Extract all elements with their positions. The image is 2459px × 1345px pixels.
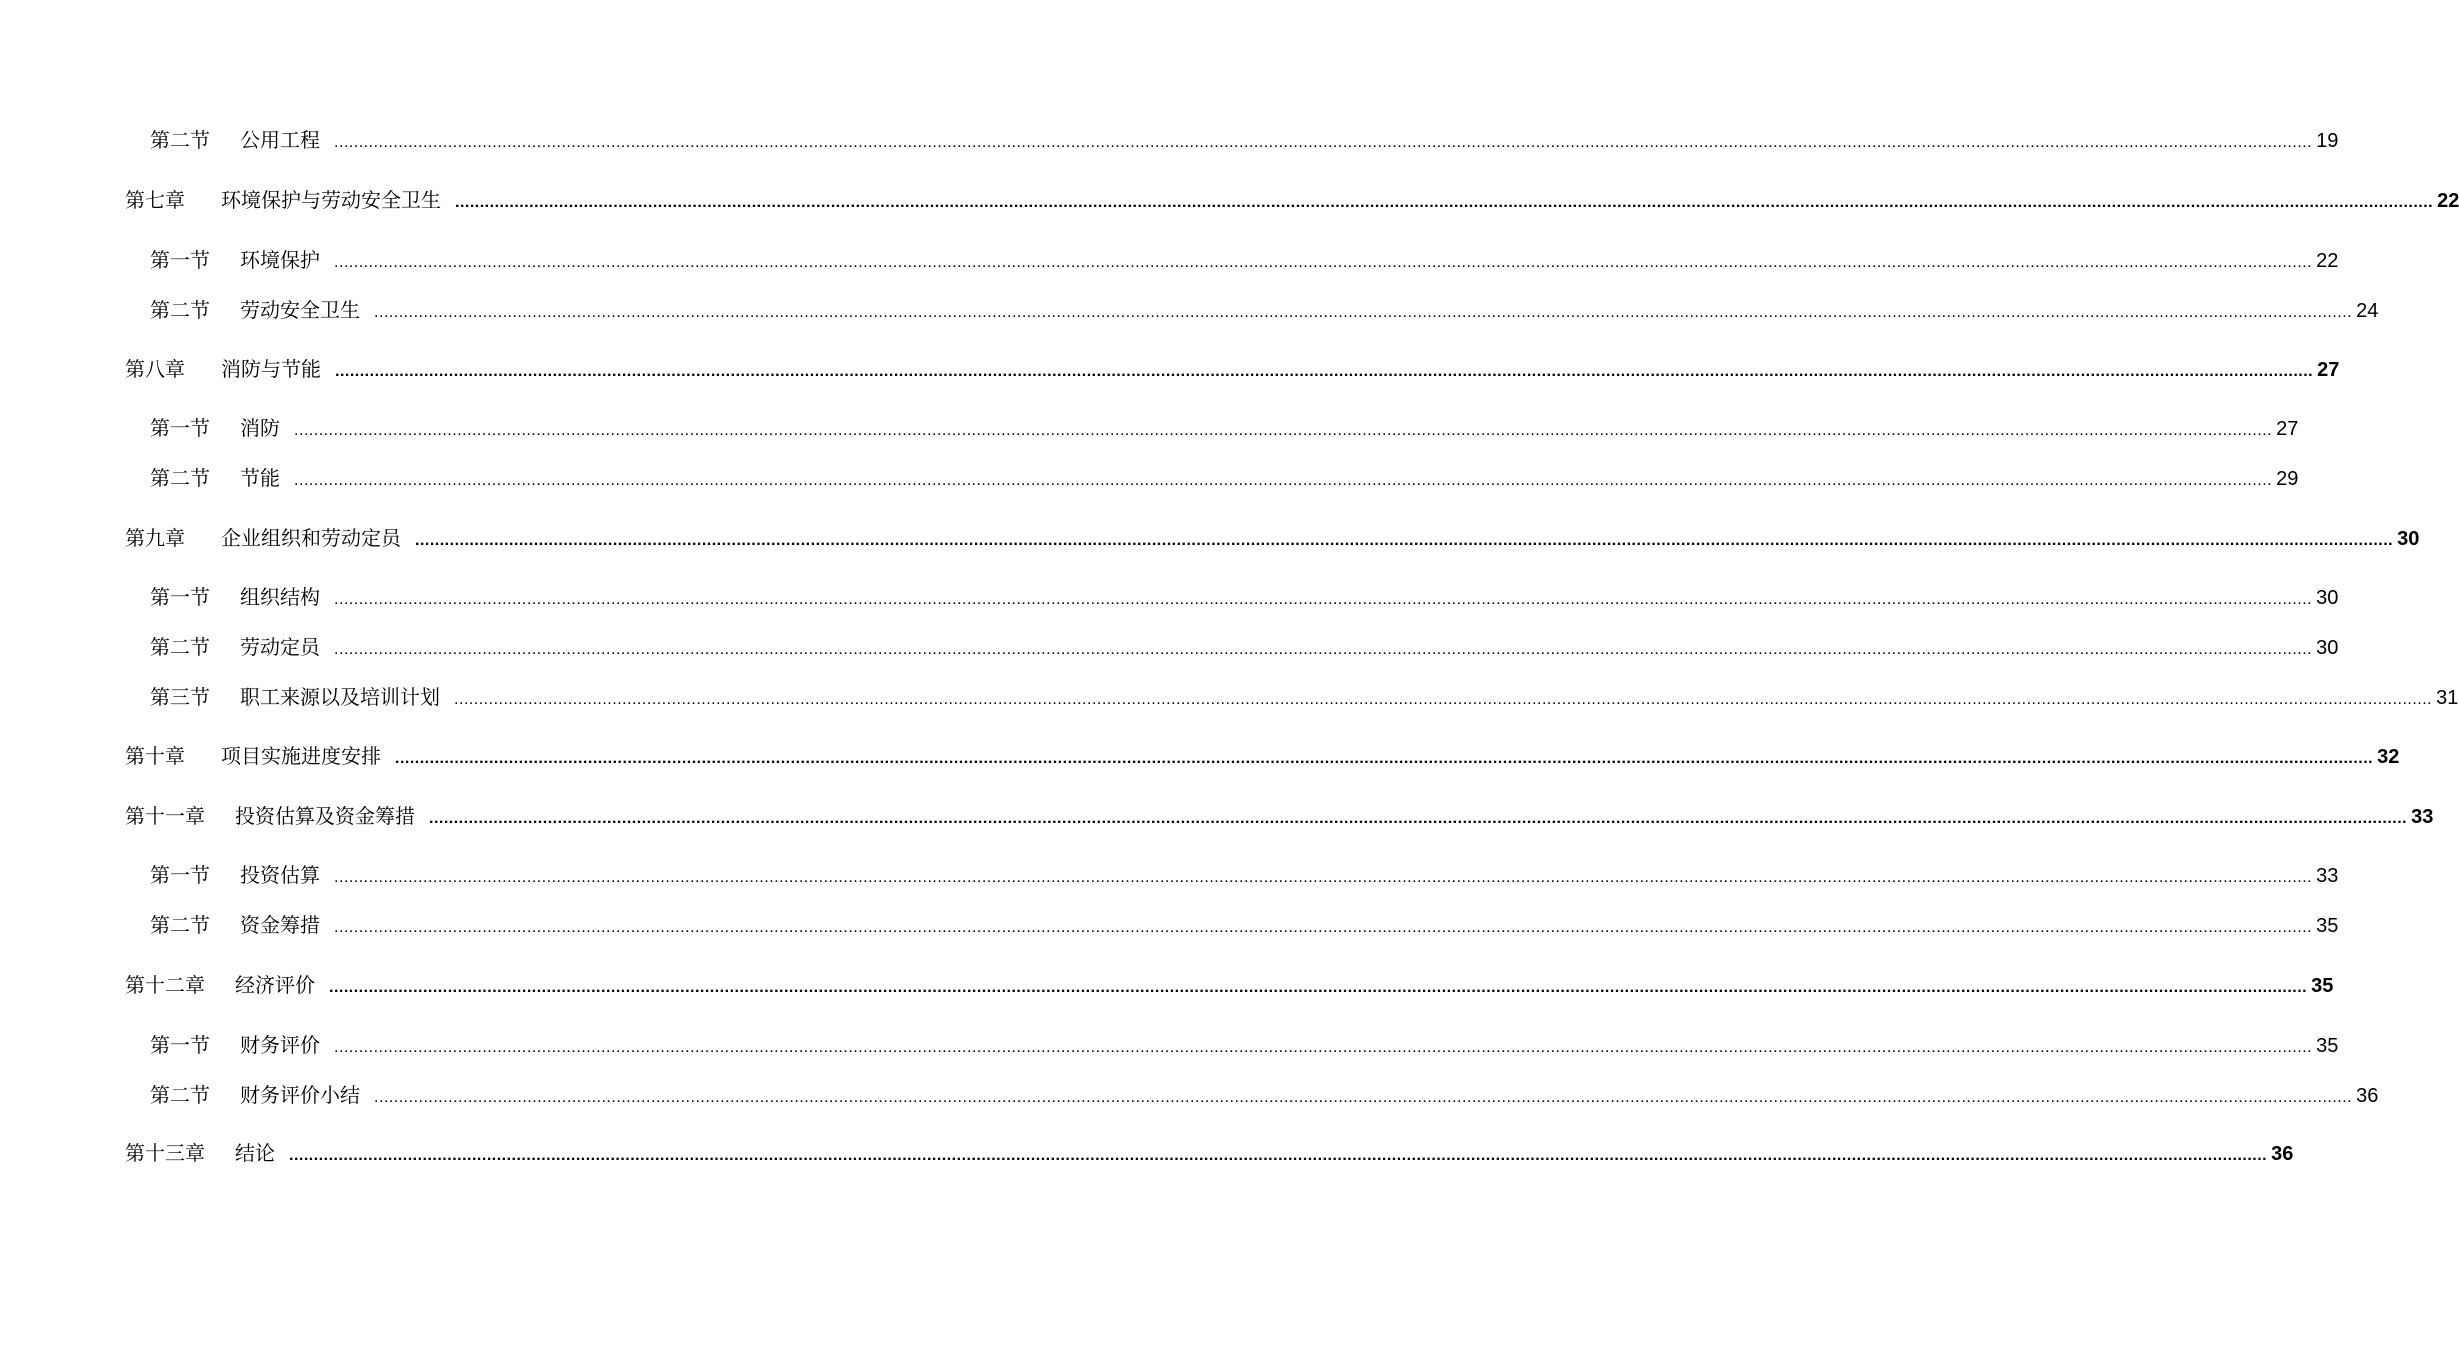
toc-entry-number: 第二节	[150, 466, 210, 490]
toc-chapter-entry[interactable]	[125, 185, 2459, 215]
toc-entry-title: 项目实施进度安排	[221, 744, 381, 768]
toc-page-number: 31	[2436, 687, 2459, 709]
toc-entry-number: 第八章	[125, 357, 185, 381]
toc-dot-leader: ................................................................................................................................................................................................................................................................................................................................................................................................................	[395, 750, 2374, 767]
toc-section-entry[interactable]	[150, 245, 2339, 275]
toc-entry-title: 消防	[240, 416, 280, 440]
toc-dot-leader: ................................................................................................................................................................................................................................................................................................................................................................................................................	[334, 254, 2313, 271]
toc-dot-leader: ................................................................................................................................................................................................................................................................................................................................................................................................................	[289, 1147, 2268, 1164]
toc-entry-title: 职工来源以及培训计划	[240, 685, 440, 709]
toc-page-number: 35	[2311, 975, 2334, 997]
toc-page-number: 35	[2316, 1035, 2339, 1057]
toc-dot-leader: ................................................................................................................................................................................................................................................................................................................................................................................................................	[334, 919, 2313, 936]
toc-entry-number: 第十章	[125, 744, 185, 768]
toc-section-entry[interactable]	[150, 632, 2339, 662]
toc-entry-title: 劳动安全卫生	[240, 298, 360, 322]
toc-dot-leader: ................................................................................................................................................................................................................................................................................................................................................................................................................	[334, 134, 2313, 151]
toc-page-number: 35	[2316, 915, 2339, 937]
toc-page-number: 30	[2316, 637, 2339, 659]
toc-entry-title: 环境保护	[240, 248, 320, 272]
toc-section-entry[interactable]	[150, 582, 2339, 612]
toc-chapter-entry[interactable]	[125, 354, 2340, 384]
toc-entry-number: 第二节	[150, 1083, 210, 1107]
toc-entry-number: 第二节	[150, 635, 210, 659]
toc-entry-number: 第三节	[150, 685, 210, 709]
toc-dot-leader: ................................................................................................................................................................................................................................................................................................................................................................................................................	[329, 979, 2308, 996]
toc-entry-number: 第十三章	[125, 1141, 205, 1165]
toc-section-entry[interactable]	[150, 910, 2339, 940]
toc-entry-title: 结论	[235, 1141, 275, 1165]
toc-entry-title: 企业组织和劳动定员	[221, 526, 401, 550]
toc-dot-leader: ................................................................................................................................................................................................................................................................................................................................................................................................................	[374, 304, 2353, 321]
toc-section-entry[interactable]	[150, 682, 2459, 712]
toc-section-entry[interactable]	[150, 463, 2299, 493]
toc-dot-leader: ................................................................................................................................................................................................................................................................................................................................................................................................................	[334, 641, 2313, 658]
toc-chapter-entry[interactable]	[125, 1138, 2294, 1168]
toc-entry-number: 第十二章	[125, 973, 205, 997]
toc-section-entry[interactable]	[150, 413, 2299, 443]
toc-entry-title: 投资估算	[240, 863, 320, 887]
toc-entry-number: 第二节	[150, 298, 210, 322]
toc-chapter-entry[interactable]	[125, 523, 2420, 553]
toc-entry-title: 组织结构	[240, 585, 320, 609]
toc-dot-leader: ................................................................................................................................................................................................................................................................................................................................................................................................................	[335, 363, 2314, 380]
toc-dot-leader: ................................................................................................................................................................................................................................................................................................................................................................................................................	[334, 1039, 2313, 1056]
toc-page-number: 22	[2316, 250, 2339, 272]
toc-entry-title: 消防与节能	[221, 357, 321, 381]
toc-entry-title: 公用工程	[240, 128, 320, 152]
toc-page-number: 22	[2437, 190, 2459, 212]
toc-section-entry[interactable]	[150, 860, 2339, 890]
toc-entry-number: 第七章	[125, 188, 185, 212]
toc-dot-leader: ................................................................................................................................................................................................................................................................................................................................................................................................................	[415, 532, 2394, 549]
toc-entry-title: 资金筹措	[240, 913, 320, 937]
toc-dot-leader: ................................................................................................................................................................................................................................................................................................................................................................................................................	[294, 422, 2273, 439]
toc-entry-number: 第一节	[150, 416, 210, 440]
toc-entry-title: 节能	[240, 466, 280, 490]
toc-entry-number: 第一节	[150, 1033, 210, 1057]
toc-page-number: 33	[2411, 806, 2434, 828]
toc-dot-leader: ................................................................................................................................................................................................................................................................................................................................................................................................................	[374, 1089, 2353, 1106]
toc-entry-title: 环境保护与劳动安全卫生	[221, 188, 441, 212]
toc-dot-leader: ................................................................................................................................................................................................................................................................................................................................................................................................................	[334, 591, 2313, 608]
toc-page-number: 27	[2276, 418, 2299, 440]
toc-entry-number: 第十一章	[125, 804, 205, 828]
toc-entry-title: 经济评价	[235, 973, 315, 997]
toc-entry-number: 第九章	[125, 526, 185, 550]
toc-entry-title: 劳动定员	[240, 635, 320, 659]
toc-page-number: 30	[2316, 587, 2339, 609]
toc-dot-leader: ................................................................................................................................................................................................................................................................................................................................................................................................................	[334, 869, 2313, 886]
toc-page-number: 36	[2356, 1085, 2379, 1107]
toc-section-entry[interactable]	[150, 1030, 2339, 1060]
toc-entry-title: 投资估算及资金筹措	[235, 804, 415, 828]
toc-entry-number: 第一节	[150, 248, 210, 272]
toc-entry-number: 第一节	[150, 585, 210, 609]
toc-section-entry[interactable]	[150, 125, 2339, 155]
toc-entry-number: 第二节	[150, 128, 210, 152]
toc-entry-number: 第二节	[150, 913, 210, 937]
toc-dot-leader: ................................................................................................................................................................................................................................................................................................................................................................................................................	[455, 194, 2434, 211]
toc-section-entry[interactable]	[150, 1080, 2379, 1110]
toc-page-number: 30	[2397, 528, 2420, 550]
toc-entry-title: 财务评价小结	[240, 1083, 360, 1107]
toc-entry-number: 第一节	[150, 863, 210, 887]
toc-entry-title: 财务评价	[240, 1033, 320, 1057]
toc-chapter-entry[interactable]	[125, 970, 2334, 1000]
toc-page-number: 33	[2316, 865, 2339, 887]
toc-page-number: 24	[2356, 300, 2379, 322]
toc-page-number: 36	[2271, 1143, 2294, 1165]
toc-page-number: 29	[2276, 468, 2299, 490]
toc-dot-leader: ................................................................................................................................................................................................................................................................................................................................................................................................................	[429, 810, 2408, 827]
toc-dot-leader: ................................................................................................................................................................................................................................................................................................................................................................................................................	[454, 691, 2433, 708]
toc-page-number: 27	[2317, 359, 2340, 381]
toc-dot-leader: ................................................................................................................................................................................................................................................................................................................................................................................................................	[294, 472, 2273, 489]
toc-page-number: 32	[2377, 746, 2400, 768]
toc-page-number: 19	[2316, 130, 2339, 152]
toc-section-entry[interactable]	[150, 295, 2379, 325]
toc-chapter-entry[interactable]	[125, 741, 2400, 771]
toc-chapter-entry[interactable]	[125, 801, 2434, 831]
